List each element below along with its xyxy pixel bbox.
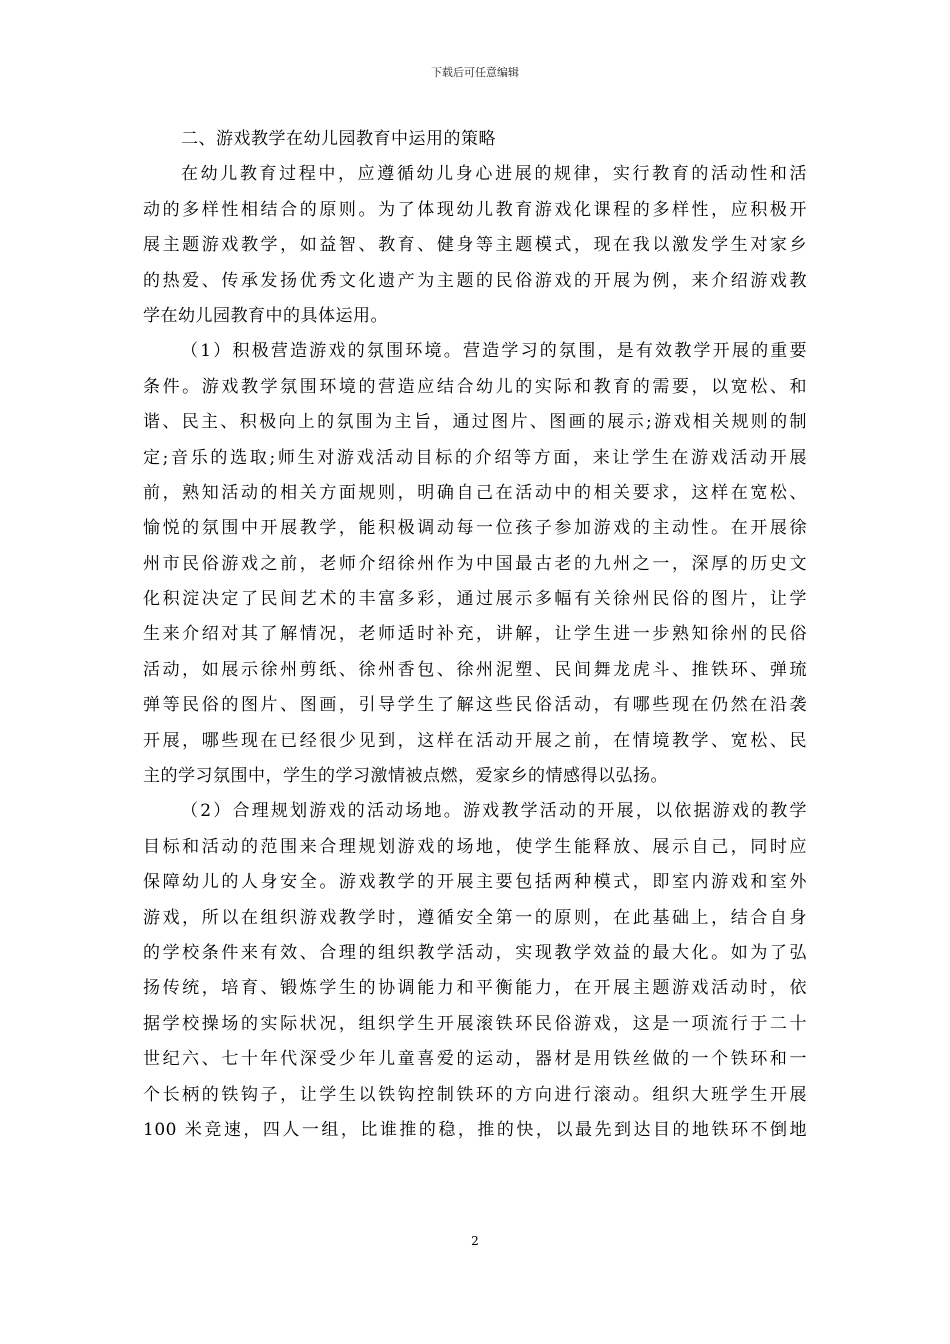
paragraph-line: 个长柄的铁钩子，让学生以铁钩控制铁环的方向进行滚动。组织大班学生开展 bbox=[143, 1084, 807, 1105]
paragraph-line: 生来介绍对其了解情况，老师适时补充，讲解，让学生进一步熟知徐州的民俗 bbox=[143, 624, 807, 645]
paragraph bbox=[143, 334, 807, 794]
paragraph bbox=[143, 157, 807, 334]
paragraph-line: 世纪六、七十年代深受少年儿童喜爱的运动，器材是用铁丝做的一个铁环和一 bbox=[143, 1049, 807, 1070]
paragraph-line: 学在幼儿园教育中的具体运用。 bbox=[143, 305, 388, 326]
paragraph-line: 保障幼儿的人身安全。游戏教学的开展主要包括两种模式，即室内游戏和室外 bbox=[143, 872, 807, 893]
paragraph-line: 条件。游戏教学氛围环境的营造应结合幼儿的实际和教育的需要，以宽松、和 bbox=[143, 376, 807, 397]
paragraph-line: 弹等民俗的图片、图画，引导学生了解这些民俗活动，有哪些现在仍然在沿袭 bbox=[143, 695, 807, 716]
paragraph-line: 前，熟知活动的相关方面规则，明确自己在活动中的相关要求，这样在宽松、 bbox=[143, 482, 807, 503]
paragraph-line: 愉悦的氛围中开展教学，能积极调动每一位孩子参加游戏的主动性。在开展徐 bbox=[143, 518, 807, 539]
paragraph-line: 100 米竞速，四人一组，比谁推的稳，推的快，以最先到达目的地铁环不倒地 bbox=[143, 1119, 807, 1140]
document-body bbox=[143, 122, 807, 1148]
paragraph-line: 的热爱、传承发扬优秀文化遗产为主题的民俗游戏的开展为例，来介绍游戏教 bbox=[143, 270, 807, 291]
paragraph-line: 谐、民主、积极向上的氛围为主旨，通过图片、图画的展示;游戏相关规则的制 bbox=[143, 412, 807, 433]
paragraph-line: 的学校条件来有效、合理的组织教学活动，实现教学效益的最大化。如为了弘 bbox=[143, 942, 807, 963]
paragraph-line: 定;音乐的选取;师生对游戏活动目标的介绍等方面，来让学生在游戏活动开展 bbox=[143, 447, 807, 468]
paragraph-line: 州市民俗游戏之前，老师介绍徐州作为中国最古老的九州之一，深厚的历史文 bbox=[143, 553, 807, 574]
page-header-note: 下载后可任意编辑 bbox=[431, 66, 519, 79]
paragraphs-container bbox=[143, 157, 807, 1148]
paragraph-line: 游戏，所以在组织游戏教学时，遵循安全第一的原则，在此基础上，结合自身 bbox=[143, 907, 807, 928]
paragraph bbox=[143, 794, 807, 1148]
paragraph-line: 据学校操场的实际状况，组织学生开展滚铁环民俗游戏，这是一项流行于二十 bbox=[143, 1013, 807, 1034]
page-number: 2 bbox=[471, 1234, 479, 1248]
paragraph-line: 化积淀决定了民间艺术的丰富多彩，通过展示多幅有关徐州民俗的图片，让学 bbox=[143, 589, 807, 610]
paragraph-line: 在幼儿教育过程中，应遵循幼儿身心进展的规律，实行教育的活动性和活 bbox=[181, 164, 807, 185]
paragraph-line: 展主题游戏教学，如益智、教育、健身等主题模式，现在我以激发学生对家乡 bbox=[143, 235, 807, 256]
paragraph-line: 动的多样性相结合的原则。为了体现幼儿教育游戏化课程的多样性，应积极开 bbox=[143, 199, 807, 220]
paragraph-line: 扬传统，培育、锻炼学生的协调能力和平衡能力，在开展主题游戏活动时，依 bbox=[143, 978, 807, 999]
paragraph-line: 活动，如展示徐州剪纸、徐州香包、徐州泥塑、民间舞龙虎斗、推铁环、弹琉 bbox=[143, 659, 807, 680]
section-heading: 二、游戏教学在幼儿园教育中运用的策略 bbox=[181, 129, 496, 149]
paragraph-line: （1）积极营造游戏的氛围环境。营造学习的氛围，是有效教学开展的重要 bbox=[181, 341, 807, 362]
paragraph-line: 目标和活动的范围来合理规划游戏的场地，使学生能释放、展示自己，同时应 bbox=[143, 836, 807, 857]
paragraph-line: （2）合理规划游戏的活动场地。游戏教学活动的开展，以依据游戏的教学 bbox=[181, 801, 807, 822]
paragraph-line: 开展，哪些现在已经很少见到，这样在活动开展之前，在情境教学、宽松、民 bbox=[143, 730, 807, 751]
paragraph-line: 主的学习氛围中，学生的学习激情被点燃，爱家乡的情感得以弘扬。 bbox=[143, 766, 668, 787]
